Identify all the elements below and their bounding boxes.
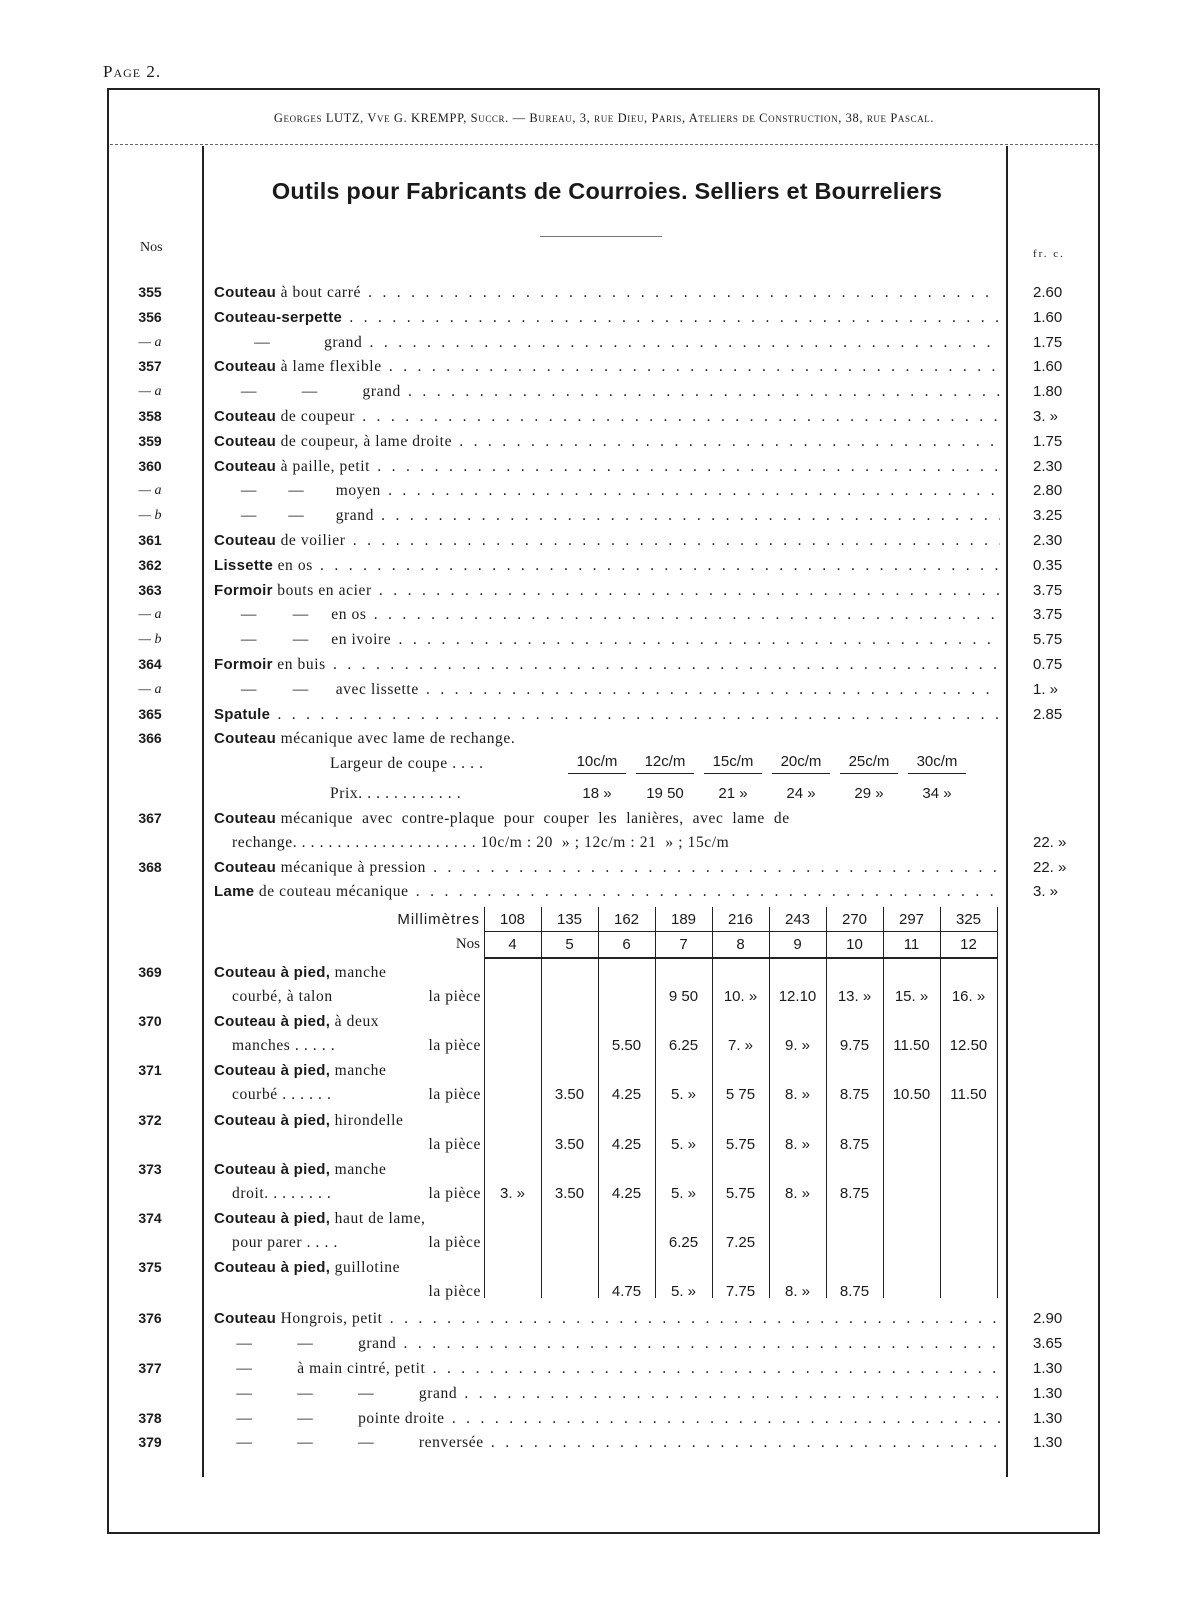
largeur-value: 30c/m bbox=[908, 751, 966, 774]
page-label: Page 2. bbox=[103, 62, 162, 81]
list-item bbox=[0, 1406, 1204, 1431]
item-name-bold: Couteau à pied, bbox=[214, 1160, 331, 1178]
largeur-row bbox=[0, 751, 1204, 776]
page-title: Outils pour Fabricants de Courroies. Selliers et Bourreliers bbox=[271, 178, 943, 204]
item-name-bold: Couteau bbox=[214, 858, 277, 876]
table-row-cont bbox=[0, 1033, 1204, 1058]
price-cell: 4.75 bbox=[611, 1283, 642, 1301]
item-name-rest: — — grand bbox=[214, 383, 401, 401]
largeur-value: 15c/m bbox=[704, 751, 762, 774]
item-description-cont: droit. . . . . . . . bbox=[232, 1184, 332, 1202]
item-description bbox=[214, 602, 1000, 627]
price-cell: 8.75 bbox=[839, 1283, 870, 1301]
item-description-cont: pour parer . . . . bbox=[232, 1233, 338, 1251]
item-name-bold: Couteau à pied, bbox=[214, 1062, 331, 1080]
item-description-cont: rechange. . . . . . . . . . . . . . . . . . . . . 10c/m : 20 » ; 12c/m : 21 » ; 15c/m bbox=[232, 834, 730, 852]
item-number: 374 bbox=[138, 1209, 162, 1226]
item-price: 1.75 bbox=[1033, 432, 1063, 450]
price-cell: 13. » bbox=[837, 987, 872, 1005]
item-price: 3.25 bbox=[1033, 507, 1063, 525]
item-number: 378 bbox=[138, 1409, 162, 1426]
nos-value: 6 bbox=[622, 935, 631, 953]
item-name-rest: haut de lame, bbox=[330, 1209, 426, 1227]
item-name-rest: de coupeur, à lame droite bbox=[276, 432, 453, 450]
item-number: 365 bbox=[138, 705, 162, 722]
item-number: 368 bbox=[138, 858, 162, 875]
list-item bbox=[0, 677, 1204, 702]
item-name-bold: Lissette bbox=[214, 556, 274, 574]
table-row bbox=[0, 1206, 1204, 1231]
item-name-bold: Couteau bbox=[214, 284, 277, 301]
list-item bbox=[0, 702, 1204, 727]
table-row-cont bbox=[0, 1132, 1204, 1157]
price-cell: 4.25 bbox=[611, 1086, 642, 1104]
largeur-value: 12c/m bbox=[636, 751, 694, 774]
table-row bbox=[0, 960, 1204, 985]
item-name-bold: Couteau bbox=[214, 358, 277, 376]
item-price: 1.60 bbox=[1033, 358, 1063, 376]
item-name-bold: Couteau à pied, bbox=[214, 1111, 331, 1129]
nos-value: 4 bbox=[508, 935, 517, 953]
item-name-bold: Couteau à pied, bbox=[214, 1259, 331, 1277]
list-item bbox=[0, 1356, 1204, 1381]
item-name-rest: bouts en acier bbox=[272, 581, 372, 599]
item-number: 366 bbox=[138, 730, 162, 747]
table-row bbox=[0, 1108, 1204, 1133]
item-price: 1.60 bbox=[1033, 308, 1063, 326]
item-number: — a bbox=[138, 607, 162, 623]
price-cell: 9. » bbox=[784, 1037, 811, 1055]
item-name-bold: Formoir bbox=[214, 656, 273, 673]
item-name-rest: — — grand bbox=[214, 1335, 397, 1353]
mm-value: 216 bbox=[727, 910, 754, 928]
item-name-rest: — grand bbox=[214, 333, 363, 351]
list-item bbox=[0, 1331, 1204, 1356]
item-price: 3. » bbox=[1033, 408, 1059, 425]
item-name-rest: — — grand bbox=[214, 507, 374, 525]
item-number: 364 bbox=[138, 656, 162, 672]
price-cell: 8. » bbox=[784, 1283, 811, 1301]
item-name-rest: — — — renversée bbox=[214, 1434, 484, 1452]
item-price: 22. » bbox=[1033, 834, 1067, 852]
item-description bbox=[214, 354, 1000, 379]
item-name-bold: Couteau bbox=[214, 1310, 277, 1328]
item-description bbox=[214, 627, 1000, 652]
item-price: 3. » bbox=[1033, 883, 1059, 901]
table-row bbox=[0, 1157, 1204, 1182]
item-name-rest: de coupeur bbox=[276, 408, 356, 425]
item-name-bold: Couteau bbox=[214, 532, 277, 549]
item-name-rest: à deux bbox=[330, 1013, 380, 1031]
prix-value: 21 » bbox=[718, 785, 748, 803]
nos-label: Nos bbox=[455, 935, 480, 952]
item-name-bold: Couteau bbox=[214, 432, 277, 450]
prix-value: 18 » bbox=[582, 785, 612, 803]
mm-value: 189 bbox=[670, 910, 697, 928]
item-description bbox=[214, 1009, 480, 1034]
price-cell: 8. » bbox=[784, 1184, 811, 1202]
item-name-rest: — — en ivoire bbox=[214, 631, 392, 649]
item-name-rest: — à main cintré, petit bbox=[214, 1359, 426, 1377]
item-name-rest: à paille, petit bbox=[276, 457, 371, 475]
item-name-bold: Couteau à pied, bbox=[214, 1209, 331, 1227]
price-cell: 3.50 bbox=[554, 1184, 585, 1202]
item-name-bold: Couteau à pied, bbox=[214, 963, 331, 981]
prix-value: 29 » bbox=[854, 785, 884, 803]
numbers-column-heading: Nos bbox=[140, 240, 163, 255]
list-item bbox=[0, 404, 1204, 429]
item-description bbox=[214, 1058, 480, 1083]
price-cell: 5. » bbox=[670, 1086, 697, 1104]
price-cell: 16. » bbox=[951, 987, 986, 1005]
list-item bbox=[0, 478, 1204, 503]
item-description bbox=[214, 960, 480, 985]
item-name-rest: — — moyen bbox=[214, 482, 381, 500]
item-description bbox=[214, 677, 1000, 702]
item-number: 358 bbox=[138, 408, 162, 424]
list-item bbox=[0, 726, 1204, 751]
item-price: 1.30 bbox=[1033, 1434, 1063, 1452]
item-price: 1. » bbox=[1033, 680, 1059, 698]
table-row bbox=[0, 1058, 1204, 1083]
item-name-bold: Couteau bbox=[214, 457, 277, 475]
item-number: — a bbox=[138, 384, 162, 400]
item-description bbox=[214, 454, 1000, 479]
price-cell: 3.50 bbox=[554, 1135, 585, 1153]
list-item bbox=[0, 553, 1204, 578]
price-cell: 5. » bbox=[670, 1135, 697, 1153]
item-number: 372 bbox=[138, 1111, 162, 1128]
table-row-cont bbox=[0, 984, 1204, 1009]
item-name-rest: manche bbox=[330, 1062, 387, 1080]
item-name-bold: Couteau à pied, bbox=[214, 1013, 331, 1031]
item-number: — a bbox=[138, 334, 162, 350]
list-item bbox=[0, 830, 1204, 855]
item-description bbox=[214, 1157, 480, 1182]
list-item bbox=[0, 627, 1204, 652]
list-item bbox=[0, 806, 1204, 831]
price-cell: 9 50 bbox=[668, 987, 699, 1005]
item-number: 367 bbox=[138, 810, 162, 827]
mm-label: Millimètres bbox=[397, 910, 480, 928]
price-cell: 15. » bbox=[894, 987, 929, 1005]
item-price: 1.30 bbox=[1033, 1359, 1063, 1377]
mm-value: 325 bbox=[955, 910, 982, 928]
prix-value: 24 » bbox=[786, 785, 816, 803]
price-cell: 4.25 bbox=[611, 1135, 642, 1153]
price-cell: 8. » bbox=[784, 1086, 811, 1104]
item-description bbox=[214, 1255, 480, 1280]
item-number: 373 bbox=[138, 1160, 162, 1177]
item-price: 3.75 bbox=[1033, 606, 1063, 624]
price-cell: 5.75 bbox=[725, 1135, 756, 1153]
item-number: 377 bbox=[138, 1359, 162, 1376]
item-description bbox=[214, 280, 1000, 305]
piece-label: la pièce bbox=[428, 1233, 481, 1251]
item-name-rest: à bout carré bbox=[276, 284, 361, 301]
price-cell: 5.50 bbox=[611, 1037, 642, 1055]
list-item bbox=[0, 503, 1204, 528]
price-cell: 10. » bbox=[723, 987, 758, 1005]
item-name-bold: Couteau bbox=[214, 408, 277, 425]
item-name-bold: Couteau bbox=[214, 730, 277, 748]
item-description bbox=[214, 1430, 1000, 1455]
item-price: 3.65 bbox=[1033, 1335, 1063, 1353]
item-name-rest: — — — grand bbox=[214, 1384, 458, 1402]
item-price: 5.75 bbox=[1033, 631, 1063, 649]
item-name-bold: Lame bbox=[214, 883, 255, 901]
item-name-rest: — — en os bbox=[214, 606, 367, 624]
item-number: 355 bbox=[138, 284, 162, 300]
list-item bbox=[0, 280, 1204, 305]
price-cell: 5. » bbox=[670, 1184, 697, 1202]
nos-value: 10 bbox=[846, 935, 863, 953]
item-description bbox=[214, 1406, 1000, 1431]
item-number: 361 bbox=[138, 532, 162, 548]
item-name-rest: — — pointe droite bbox=[214, 1409, 445, 1427]
price-cell: 12.10 bbox=[778, 987, 817, 1005]
table-header-mm bbox=[0, 907, 1204, 932]
price-cell: 12.50 bbox=[949, 1037, 988, 1055]
item-name-rest: Hongrois, petit bbox=[276, 1310, 383, 1328]
table-header-nos bbox=[0, 932, 1204, 957]
letterhead: Georges LUTZ, Vve G. KREMPP, Succr. — Bureau, 3, rue Dieu, Paris, Ateliers de Construction, 38, rue Pascal. bbox=[273, 111, 935, 125]
list-item bbox=[0, 1430, 1204, 1455]
largeur-value: 20c/m bbox=[772, 751, 830, 774]
table-row-cont bbox=[0, 1230, 1204, 1255]
table-row-cont bbox=[0, 1082, 1204, 1107]
item-price: 2.85 bbox=[1033, 705, 1063, 723]
nos-value: 7 bbox=[679, 935, 688, 953]
item-price: 1.30 bbox=[1033, 1409, 1063, 1427]
price-cell: 7. » bbox=[727, 1037, 754, 1055]
item-description bbox=[214, 578, 1000, 603]
mm-value: 135 bbox=[556, 910, 583, 928]
list-item bbox=[0, 354, 1204, 379]
item-description bbox=[214, 1206, 480, 1231]
item-price: 0.75 bbox=[1033, 656, 1063, 673]
list-item bbox=[0, 879, 1204, 904]
list-item bbox=[0, 652, 1204, 677]
largeur-value: 10c/m bbox=[568, 751, 626, 774]
list-item bbox=[0, 1306, 1204, 1331]
item-number: 369 bbox=[138, 963, 162, 980]
item-number: 356 bbox=[138, 308, 162, 325]
nos-value: 11 bbox=[903, 935, 920, 953]
price-cell: 8. » bbox=[784, 1135, 811, 1153]
item-name-bold: Spatule bbox=[214, 705, 271, 723]
item-description bbox=[214, 305, 1000, 330]
item-description bbox=[214, 503, 1000, 528]
item-description bbox=[214, 379, 1000, 404]
item-name-bold: Couteau bbox=[214, 810, 277, 828]
item-description-cont: courbé . . . . . . bbox=[232, 1086, 332, 1104]
item-description bbox=[214, 553, 1000, 578]
nos-value: 5 bbox=[565, 935, 574, 953]
header-rule bbox=[110, 144, 1098, 145]
item-description bbox=[214, 1306, 1000, 1331]
mm-value: 162 bbox=[613, 910, 640, 928]
nos-value: 8 bbox=[736, 935, 745, 953]
item-description-cont: manches . . . . . bbox=[232, 1037, 336, 1055]
item-number: — b bbox=[138, 632, 162, 648]
list-item bbox=[0, 578, 1204, 603]
mm-value: 243 bbox=[784, 910, 811, 928]
mm-value: 108 bbox=[499, 910, 526, 928]
prix-value: 34 » bbox=[922, 785, 952, 803]
price-column-heading: fr. c. bbox=[1033, 248, 1065, 260]
item-name-rest: — — avec lissette bbox=[214, 680, 419, 698]
item-name-bold: Couteau-serpette bbox=[214, 308, 343, 326]
list-item bbox=[0, 379, 1204, 404]
price-cell: 6.25 bbox=[668, 1233, 699, 1251]
prix-value: 19 50 bbox=[646, 785, 684, 803]
largeur-value: 25c/m bbox=[840, 751, 898, 774]
mm-value: 270 bbox=[841, 910, 868, 928]
piece-label: la pièce bbox=[428, 1135, 481, 1153]
nos-value: 12 bbox=[960, 935, 977, 953]
item-description bbox=[214, 1108, 480, 1133]
table-rule bbox=[484, 931, 997, 932]
item-description bbox=[214, 1381, 1000, 1406]
item-price: 3.75 bbox=[1033, 581, 1063, 599]
item-price: 2.60 bbox=[1033, 284, 1063, 301]
item-price: 2.80 bbox=[1033, 482, 1063, 500]
item-number: 357 bbox=[138, 358, 162, 375]
price-cell: 9.75 bbox=[839, 1037, 870, 1055]
item-price: 2.30 bbox=[1033, 457, 1063, 475]
table-row-cont bbox=[0, 1181, 1204, 1206]
item-name-rest: de voilier bbox=[276, 532, 346, 549]
item-description bbox=[214, 806, 1000, 831]
price-cell: 3. » bbox=[499, 1184, 526, 1202]
list-item bbox=[0, 528, 1204, 553]
price-cell: 8.75 bbox=[839, 1135, 870, 1153]
price-cell: 8.75 bbox=[839, 1184, 870, 1202]
item-name-rest: hirondelle bbox=[330, 1111, 404, 1129]
item-number: 371 bbox=[138, 1062, 162, 1079]
list-item bbox=[0, 429, 1204, 454]
table-row bbox=[0, 1009, 1204, 1034]
item-number: 376 bbox=[138, 1310, 162, 1327]
table-row-cont bbox=[0, 1279, 1204, 1304]
item-number: 370 bbox=[138, 1013, 162, 1030]
item-price: 1.75 bbox=[1033, 333, 1063, 351]
price-cell: 7.25 bbox=[725, 1233, 756, 1251]
nos-value: 9 bbox=[793, 935, 802, 953]
price-cell: 10.50 bbox=[892, 1086, 931, 1104]
item-price: 1.30 bbox=[1033, 1384, 1063, 1402]
item-description-cont: courbé, à talon bbox=[232, 987, 333, 1005]
item-number: 379 bbox=[138, 1434, 162, 1451]
price-cell: 8.75 bbox=[839, 1086, 870, 1104]
item-description bbox=[214, 404, 1000, 429]
item-description bbox=[214, 528, 1000, 553]
item-number: — a bbox=[138, 483, 162, 499]
item-description bbox=[214, 429, 1000, 454]
price-cell: 5.75 bbox=[725, 1184, 756, 1202]
item-description bbox=[214, 726, 1000, 751]
largeur-label: Largeur de coupe . . . . bbox=[330, 755, 484, 773]
item-name-rest: manche bbox=[330, 963, 387, 981]
item-description bbox=[214, 652, 1000, 677]
price-cell: 3.50 bbox=[554, 1086, 585, 1104]
piece-label: la pièce bbox=[428, 1086, 481, 1104]
item-name-rest: mécanique avec contre-plaque pour couper les lanières, avec lame de bbox=[276, 810, 790, 828]
item-name-rest: guillotine bbox=[330, 1259, 401, 1277]
piece-label: la pièce bbox=[428, 1283, 481, 1301]
item-description bbox=[214, 478, 1000, 503]
item-description bbox=[214, 855, 1000, 880]
item-price: 1.80 bbox=[1033, 383, 1063, 401]
price-cell: 5 75 bbox=[725, 1086, 756, 1104]
item-number: 375 bbox=[138, 1259, 162, 1276]
item-name-rest: à lame flexible bbox=[276, 358, 382, 376]
list-item bbox=[0, 330, 1204, 355]
item-number: 359 bbox=[138, 432, 162, 449]
item-description bbox=[214, 1356, 1000, 1381]
prix-label: Prix. . . . . . . . . . . . bbox=[330, 785, 462, 803]
price-cell: 4.25 bbox=[611, 1184, 642, 1202]
price-cell: 7.75 bbox=[725, 1283, 756, 1301]
table-rule bbox=[484, 957, 997, 959]
item-price: 0.35 bbox=[1033, 556, 1063, 574]
item-description bbox=[214, 879, 1000, 904]
prix-row bbox=[0, 781, 1204, 806]
item-name-rest: en os bbox=[273, 556, 313, 574]
item-number: 363 bbox=[138, 581, 162, 598]
item-price: 22. » bbox=[1033, 858, 1067, 876]
piece-label: la pièce bbox=[428, 1037, 481, 1055]
table-row bbox=[0, 1255, 1204, 1280]
item-price: 2.30 bbox=[1033, 532, 1063, 549]
mm-value: 297 bbox=[898, 910, 925, 928]
item-number: — a bbox=[138, 681, 162, 697]
item-description bbox=[214, 330, 1000, 355]
item-number: 360 bbox=[138, 457, 162, 474]
item-description bbox=[214, 702, 1000, 727]
list-item bbox=[0, 1381, 1204, 1406]
title-ornament bbox=[540, 236, 662, 237]
price-cell: 11.50 bbox=[893, 1037, 930, 1055]
piece-label: la pièce bbox=[428, 987, 481, 1005]
list-item bbox=[0, 305, 1204, 330]
list-item bbox=[0, 454, 1204, 479]
price-cell: 5. » bbox=[670, 1283, 697, 1301]
item-description bbox=[214, 1331, 1000, 1356]
price-cell: 6.25 bbox=[668, 1037, 699, 1055]
list-item bbox=[0, 855, 1204, 880]
item-number: — b bbox=[138, 508, 162, 524]
item-name-rest: mécanique avec lame de rechange. bbox=[276, 730, 516, 748]
item-name-rest: de couteau mécanique bbox=[254, 883, 409, 901]
piece-label: la pièce bbox=[428, 1184, 481, 1202]
list-item bbox=[0, 602, 1204, 627]
item-name-bold: Formoir bbox=[214, 581, 273, 599]
price-cell: 11.50 bbox=[950, 1086, 987, 1104]
item-name-rest: en buis bbox=[272, 656, 326, 673]
item-number: 362 bbox=[138, 556, 162, 573]
item-name-rest: mécanique à pression bbox=[276, 858, 427, 876]
item-name-rest: manche bbox=[330, 1160, 387, 1178]
item-price: 2.90 bbox=[1033, 1310, 1063, 1328]
